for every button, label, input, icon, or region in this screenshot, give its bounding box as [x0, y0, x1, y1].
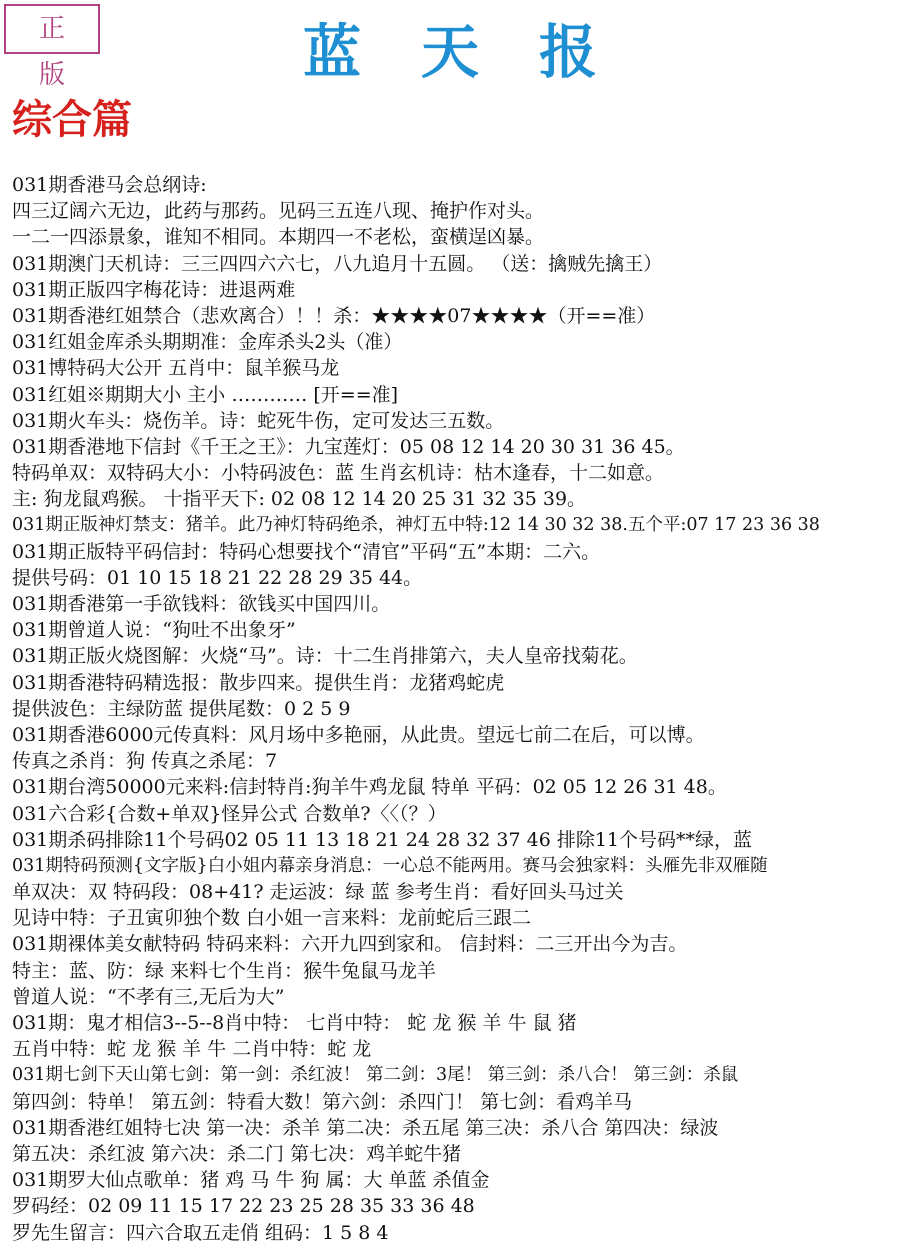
text-line: 031期香港第一手欲钱料：欲钱买中国四川。	[12, 593, 391, 615]
text-line: 031期香港红姐禁合（悲欢离合）！！杀：★★★★07★★★★（开==准）	[12, 304, 656, 327]
text-line: 四三辽阔六无边，此药与那药。见码三五连八现、掩护作对头。	[12, 200, 545, 223]
text-line: 031红姐金库杀头期期准：金库杀头2头（准）	[12, 331, 403, 354]
text-line: 031期：鬼才相信3--5--8肖中特： 七肖中特： 蛇 龙 猴 羊 牛 鼠 猪	[12, 1012, 577, 1034]
text-line: 特主：蓝、防：绿 来料七个生肖：猴牛兔鼠马龙羊	[12, 959, 437, 982]
text-line: 031期火车头：烧伤羊。诗：蛇死牛伤，定可发达三五数。	[12, 409, 505, 432]
text-line: 传真之杀肖：狗 传真之杀尾：7	[12, 750, 278, 773]
section-heading: 综合篇	[12, 96, 132, 143]
text-line: 031期正版火烧图解：火烧“马”。诗：十二生肖排第六，夫人皇帝找菊花。	[12, 645, 638, 668]
text-line: 031期香港6000元传真料：风月场中多艳丽，从此贵。望远七前二在后，可以博。	[12, 723, 705, 746]
text-line: 提供波色：主绿防蓝 提供尾数：0 2 5 9	[12, 697, 351, 720]
text-line: 031期正版特平码信封：特码心想要找个“清官”平码“五”本期：二六。	[12, 540, 601, 563]
text-line: 第五决：杀红波 第六决：杀二门 第七决：鸡羊蛇牛猪	[12, 1142, 462, 1165]
text-line: 031期香港红姐特七决 第一决：杀羊 第二决：杀五尾 第三决：杀八合 第四决：绿波	[12, 1116, 719, 1139]
text-line: 031红姐※期期大小 主小 ………… [开==准]	[12, 383, 399, 406]
genuine-badge: 正版	[4, 4, 100, 54]
text-line: 031期香港马会总纲诗:	[12, 174, 207, 196]
text-line: 特码单双：双特码大小：小特码波色：蓝 生肖玄机诗：枯木逢春，十二如意。	[12, 462, 665, 485]
text-line: 031期罗大仙点歌单：猪 鸡 马 牛 狗 属：大 单蓝 杀值金	[12, 1169, 490, 1192]
text-line: 罗先生留言：四六合取五走俏 组码：1 5 8 4	[12, 1221, 389, 1244]
text-line: 031期杀码排除11个号码02 05 11 13 18 21 24 28 32 37 46 排除11个号码**绿，蓝	[12, 828, 752, 851]
text-line: 031博特码大公开 五肖中：鼠羊猴马龙	[12, 357, 340, 380]
text-line: 031期裸体美女献特码 特码来料：六开九四到家和。 信封料：二三开出今为吉。	[12, 933, 688, 956]
text-line: 031期七剑下天山第七剑：第一剑：杀红波！ 第二剑：3尾！ 第三剑：杀八合！ 第三剑：杀鼠	[12, 1065, 739, 1086]
text-line: 主: 狗龙鼠鸡猴。 十指平天下: 02 08 12 14 20 25 31 32 35 39。	[12, 488, 587, 511]
text-line: 提供号码：01 10 15 18 21 22 28 29 35 44。	[12, 566, 423, 589]
text-line: 031期曾道人说：“狗吐不出象牙”	[12, 619, 296, 642]
text-line: 031期台湾50000元来料:信封特肖:狗羊牛鸡龙鼠 特单 平码：02 05 12 26 31 48。	[12, 776, 727, 799]
text-line: 031期特码预测{文字版}白小姐内幕亲身消息：一心总不能两用。赛马会独家料：头雁先非双雁随	[12, 855, 768, 876]
text-line: 一二一四添景象，谁知不相同。本期四一不老松，蛮横逞凶暴。	[12, 226, 545, 249]
page-title: 蓝天报	[302, 18, 657, 86]
text-line: 031期香港特码精选报：散步四来。提供生肖：龙猪鸡蛇虎	[12, 671, 505, 694]
text-line: 031期澳门天机诗：三三四四六六七，八九追月十五圆。 （送：擒贼先擒王）	[12, 252, 663, 275]
text-line: 031期正版神灯禁支：猪羊。此乃神灯特码绝杀，神灯五中特:12 14 30 32 38.五个平:07 17 23 36 38	[12, 515, 820, 536]
text-line: 单双决：双 特码段：08+41? 走运波：绿 蓝 参考生肖：看好回头马过关	[12, 881, 624, 904]
content-lines	[12, 172, 896, 1246]
text-line: 见诗中特：子丑寅卯独个数 白小姐一言来料：龙前蛇后三跟二	[12, 907, 532, 930]
text-line: 第四剑：特单！ 第五剑：特看大数！第六剑：杀四门！ 第七剑：看鸡羊马	[12, 1090, 633, 1113]
text-line: 031期正版四字梅花诗：进退两难	[12, 278, 296, 301]
text-line: 五肖中特：蛇 龙 猴 羊 牛 二肖中特：蛇 龙	[12, 1038, 372, 1061]
text-line: 曾道人说：“不孝有三,无后为大”	[12, 985, 285, 1008]
text-line: 031期香港地下信封《千王之王》：九宝莲灯：05 08 12 14 20 30 31 36 45。	[12, 435, 685, 458]
text-line: 031六合彩{合数+单双}怪异公式 合数单?〈〈（？）	[12, 802, 447, 825]
text-line: 罗码经：02 09 11 15 17 22 23 25 28 35 33 36 48	[12, 1195, 475, 1218]
